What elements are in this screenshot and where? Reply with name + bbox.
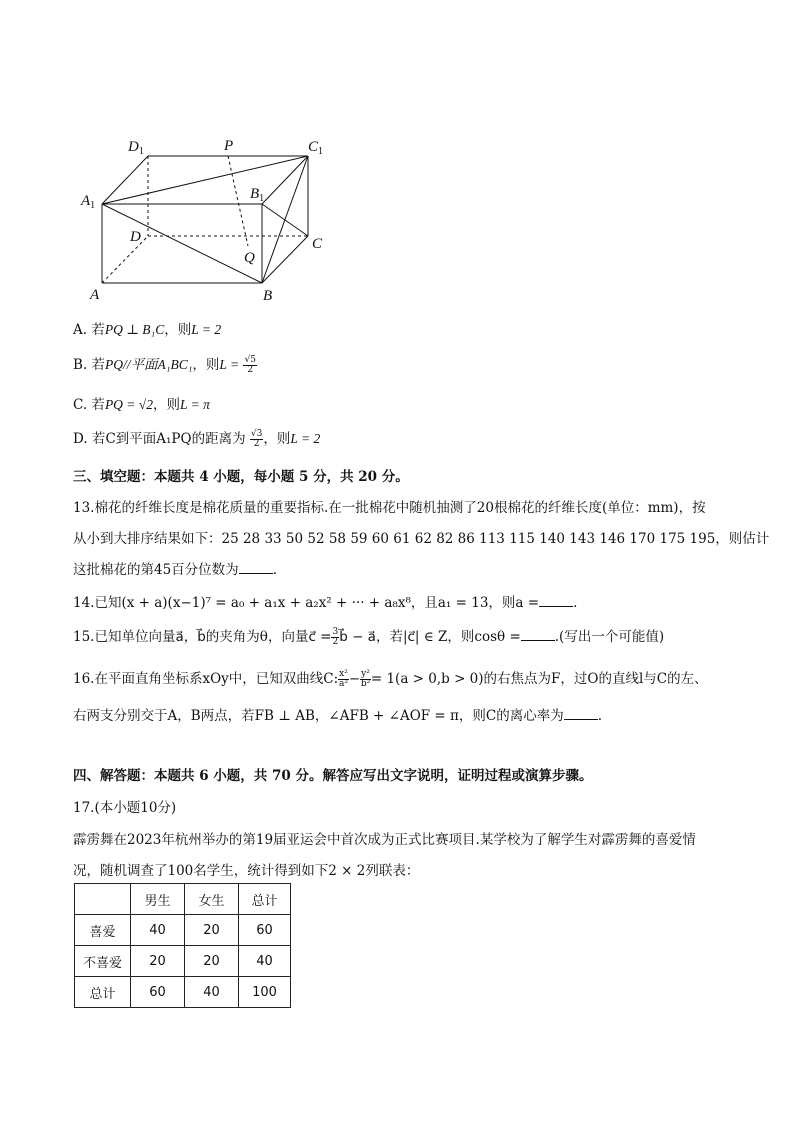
- q17-line1: 霹雳舞在2023年杭州举办的第19届亚运会中首次成为正式比赛项目.某学校为了解学生对霹雳舞的喜爱情: [73, 832, 696, 848]
- table-row: [75, 915, 291, 946]
- table-header-male: 男生: [131, 884, 185, 915]
- section4-title: 四、解答题：本题共 6 小题，共 70 分。解答应写出文字说明，证明过程或演算步骤。: [73, 768, 593, 784]
- edge-B-C: [262, 236, 308, 283]
- table-cell: 40: [239, 946, 291, 977]
- prism-figure: [78, 132, 338, 307]
- label-B: B: [263, 288, 273, 304]
- segment-P-Q: [228, 156, 248, 246]
- table-cell: 100: [239, 977, 291, 1008]
- table-cell: 40: [185, 977, 239, 1008]
- label-B1: $B_1$: [250, 186, 265, 204]
- table-cell: 20: [185, 915, 239, 946]
- q13-line1: 13.棉花的纤维长度是棉花质量的重要指标.在一批棉花中随机抽测了20根棉花的纤维长度(单位：mm)，按: [73, 500, 706, 516]
- table-cell: 40: [131, 915, 185, 946]
- table-cell: 20: [131, 946, 185, 977]
- table-cell: 总计: [75, 977, 131, 1008]
- q16-answer-blank[interactable]: [564, 707, 598, 720]
- segment-B1-C: [262, 204, 308, 236]
- label-Q: Q: [244, 250, 255, 266]
- table-header-total: 总计: [239, 884, 291, 915]
- q16-fraction-y: $\frac{\text{y²}}{\text{b²}}$: [360, 669, 371, 689]
- option-b-fraction: $\frac{√5}{2}$: [244, 355, 256, 375]
- label-C1: $C_1$: [308, 139, 324, 157]
- label-A1: $A_1$: [81, 193, 96, 211]
- q13-answer-blank[interactable]: [239, 561, 273, 574]
- table-row: [75, 977, 291, 1008]
- q15-answer-blank[interactable]: [521, 628, 555, 641]
- q15-fraction: $\frac{3}{2}$: [332, 627, 339, 647]
- label-D1: $D_1$: [128, 139, 144, 157]
- q16-fraction-x: $\frac{\text{x²}}{\text{a²}}$: [339, 669, 348, 689]
- q17-line2: 况，随机调查了100名学生，统计得到如下2 × 2列联表：: [73, 863, 420, 879]
- contingency-table: [74, 883, 291, 1008]
- table-header-row: [75, 884, 291, 915]
- option-b: B. 若PQ//平面A₁BC₁，则L = $\frac{√5}{2}$: [73, 355, 256, 375]
- table-cell: 60: [131, 977, 185, 1008]
- label-C: C: [312, 236, 323, 252]
- table-header-female: 女生: [185, 884, 239, 915]
- q14: 14.已知(x + a)(x−1)⁷ = a₀ + a₁x + a₂x² + ··· + a₈x⁸，且a₁ = 13，则a = .: [73, 595, 578, 611]
- q16-line1: 16.在平面直角坐标系xOy中，已知双曲线C: $\frac{\text{x²}}{\text{a²}}$ − $\frac{\text{y²}}{\text{b²}}$ = 1(a > 0,b > 0)的右焦点为F，过O的直线l与C的左、: [73, 669, 708, 689]
- q13-line2: 从小到大排序结果如下：25 28 33 50 52 58 59 60 61 62 82 86 113 115 140 143 146 170 175 195，则估计: [73, 531, 770, 547]
- q16-line2: 右两支分别交于A，B两点，若FB ⊥ AB，∠AFB + ∠AOF = π，则C的离心率为 .: [73, 708, 603, 724]
- q14-answer-blank[interactable]: [539, 594, 573, 607]
- option-c: C. 若PQ = √2，则L = π: [73, 397, 210, 413]
- table-cell: 不喜爱: [75, 946, 131, 977]
- q17-title: 17.(本小题10分): [73, 800, 177, 816]
- segment-A1-C1: [102, 156, 308, 204]
- label-D: D: [130, 229, 141, 245]
- segment-A1-B: [102, 204, 262, 283]
- table-cell: 喜爱: [75, 915, 131, 946]
- edge-C1-B1: [262, 156, 308, 204]
- table-row: [75, 946, 291, 977]
- edge-A1-D1: [102, 156, 148, 204]
- table-cell: 60: [239, 915, 291, 946]
- option-a: A. 若PQ ⊥ B₁C，则L = 2: [73, 322, 222, 338]
- option-d-fraction: $\frac{√3}{2}$: [250, 429, 263, 449]
- table-cell: 20: [185, 946, 239, 977]
- label-A: A: [90, 287, 100, 303]
- option-d: D. 若C到平面A₁PQ的距离为 $\frac{√3}{2}$ ，则L = 2: [73, 429, 321, 449]
- q15: 15.已知单位向量a⃗，b⃗的夹角为θ，向量c⃗ = $\frac{3}{2}$ b⃗ − a⃗，若|c⃗| ∈ Z，则cosθ = .(写出一个可能值): [73, 627, 665, 647]
- q13-line3: 这批棉花的第45百分位数为 .: [73, 562, 277, 578]
- hidden-edge-A-D: [102, 236, 148, 283]
- section3-title: 三、填空题：本题共 4 小题，每小题 5 分，共 20 分。: [73, 469, 409, 485]
- label-P: P: [224, 138, 234, 154]
- table-cell: [75, 884, 131, 915]
